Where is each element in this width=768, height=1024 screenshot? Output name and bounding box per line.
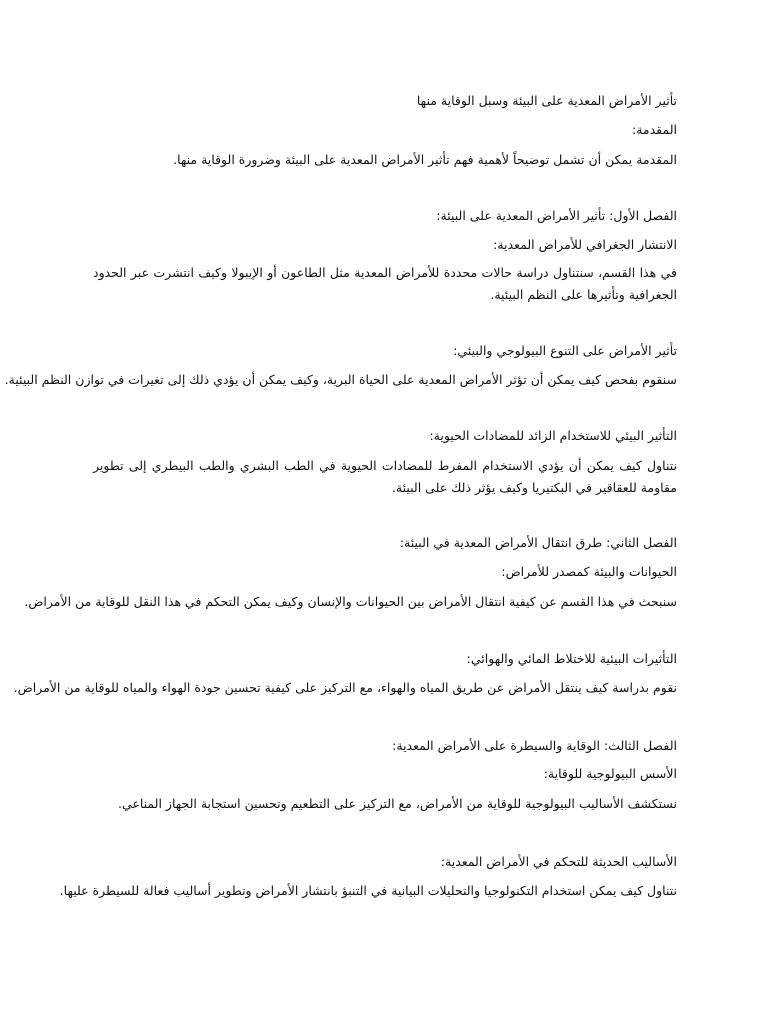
- chapter1-section3-text: نتناول كيف يمكن أن يؤدي الاستخدام المفرط للمضادات الحيوية في الطب البشري والطب البيطري إلى تطوير مقاومة للعقاقير في البكتيريا وكيف يؤثر ذلك على البيئة.: [93, 458, 677, 495]
- chapter3-section2-text: نتناول كيف يمكن استخدام التكنولوجيا والتحليلات البيانية في التنبؤ بانتشار الأمراض وتطوير أساليب فعالة للسيطرة عليها.: [59, 883, 677, 898]
- chapter2-section1-text: سنبحث في هذا القسم عن كيفية انتقال الأمراض بين الحيوانات والإنسان وكيف يمكن التحكم في هذا النقل للوقاية من الأمراض.: [24, 594, 677, 609]
- chapter1-heading: الفصل الأول: تأثير الأمراض المعدية على البيئة:: [436, 208, 677, 223]
- chapter3-section1-text: نستكشف الأساليب البيولوجية للوقاية من الأمراض، مع التركيز على التطعيم وتحسين استجابة الجهاز المناعي.: [118, 796, 677, 811]
- chapter1-section2-heading: تأثير الأمراض على التنوع البيولوجي والبيئي:: [453, 343, 677, 358]
- intro-heading: المقدمة:: [631, 122, 677, 137]
- chapter1-section2-text: سنقوم بفحص كيف يمكن أن تؤثر الأمراض المعدية على الحياة البرية، وكيف يمكن أن يؤدي ذلك إلى تغيرات في توازن النظم البيئية.: [4, 372, 677, 387]
- document-title: تأثير الأمراض المعدية على البيئة وسبل الوقاية منها: [416, 93, 677, 108]
- chapter2-section2-text: نقوم بدراسة كيف ينتقل الأمراض عن طريق المياه والهواء، مع التركيز على كيفية تحسين جودة الهواء والمياه للوقاية من الأمراض.: [13, 680, 677, 695]
- chapter1-section1-heading: الانتشار الجغرافي للأمراض المعدية:: [493, 237, 677, 252]
- chapter3-section1-heading: الأسس البيولوجية للوقاية:: [543, 766, 677, 781]
- chapter1-section1-text: في هذا القسم، سنتناول دراسة حالات محددة للأمراض المعدية مثل الطاعون أو الإيبولا وكيف انتشرت عبر الحدود الجغرافية وتأثيرها على النظم البيئية.: [93, 265, 677, 302]
- chapter3-section2-heading: الأساليب الحديثة للتحكم في الأمراض المعدية:: [440, 854, 677, 869]
- chapter2-heading: الفصل الثاني: طرق انتقال الأمراض المعدية في البيئة:: [399, 535, 677, 550]
- chapter3-heading: الفصل الثالث: الوقاية والسيطرة على الأمراض المعدية:: [392, 738, 677, 753]
- chapter2-section1-heading: الحيوانات والبيئة كمصدر للأمراض:: [501, 564, 677, 579]
- chapter2-section2-heading: التأثيرات البيئية للاختلاط المائي والهوائي:: [466, 651, 677, 666]
- intro-text: المقدمة يمكن أن تشمل توضيحاً لأهمية فهم تأثير الأمراض المعدية على البيئة وضرورة الوقاية منها.: [173, 152, 677, 167]
- chapter1-section3-heading: التأثير البيئي للاستخدام الزائد للمضادات الحيوية:: [429, 428, 677, 443]
